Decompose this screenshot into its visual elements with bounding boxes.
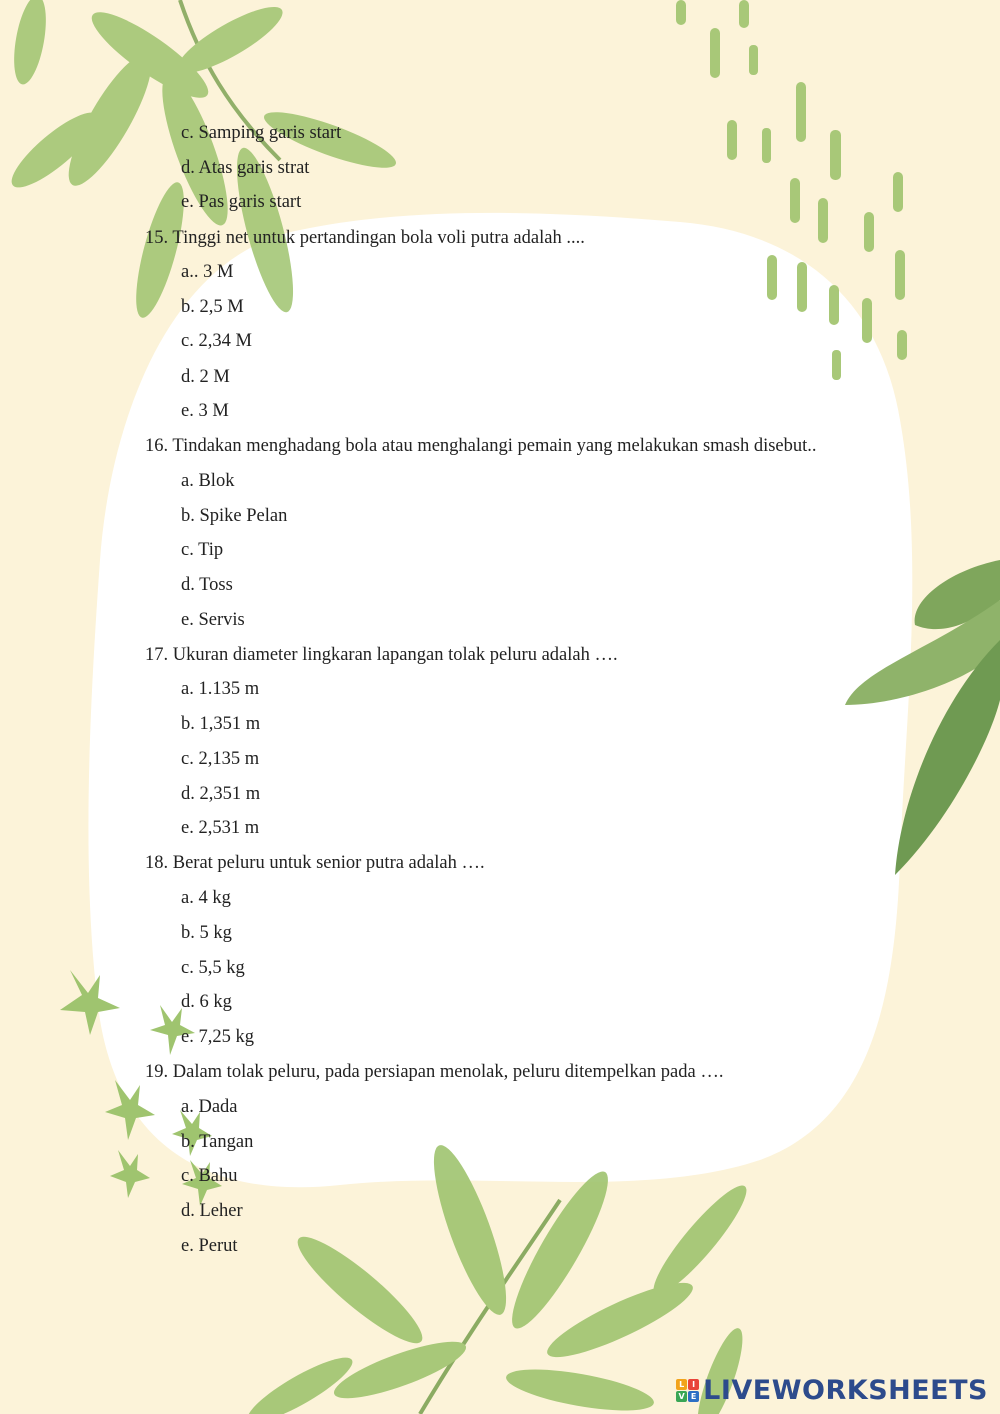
- q19-option-b[interactable]: b. Tangan: [181, 1132, 254, 1152]
- q16-option-e[interactable]: e. Servis: [181, 610, 245, 630]
- q15-option-b[interactable]: b. 2,5 M: [181, 297, 244, 317]
- q18-option-c[interactable]: c. 5,5 kg: [181, 958, 245, 978]
- prev-option-d: d. Atas garis strat: [181, 158, 310, 178]
- q18-option-d[interactable]: d. 6 kg: [181, 992, 232, 1012]
- question-19: 19. Dalam tolak peluru, pada persiapan menolak, peluru ditempelkan pada ….: [145, 1062, 724, 1082]
- question-17: 17. Ukuran diameter lingkaran lapangan tolak peluru adalah ….: [145, 645, 618, 665]
- q17-option-d[interactable]: d. 2,351 m: [181, 784, 261, 804]
- q19-option-c[interactable]: c. Bahu: [181, 1166, 238, 1186]
- liveworksheets-logo[interactable]: [676, 1374, 988, 1406]
- q17-option-c[interactable]: c. 2,135 m: [181, 749, 260, 769]
- q19-option-a[interactable]: a. Dada: [181, 1097, 238, 1117]
- q18-option-b[interactable]: b. 5 kg: [181, 923, 232, 943]
- q16-option-b[interactable]: b. Spike Pelan: [181, 506, 288, 526]
- q15-option-d[interactable]: d. 2 M: [181, 367, 230, 387]
- q18-option-a[interactable]: a. 4 kg: [181, 888, 231, 908]
- q15-option-c[interactable]: c. 2,34 M: [181, 331, 252, 351]
- q15-option-e[interactable]: e. 3 M: [181, 401, 229, 421]
- q17-option-a[interactable]: a. 1.135 m: [181, 679, 260, 699]
- q18-option-e[interactable]: e. 7,25 kg: [181, 1027, 254, 1047]
- prev-option-c: c. Samping garis start: [181, 123, 342, 143]
- q15-option-a[interactable]: a.. 3 M: [181, 262, 234, 282]
- question-15: 15. Tinggi net untuk pertandingan bola voli putra adalah ....: [145, 228, 585, 248]
- q16-option-c[interactable]: c. Tip: [181, 540, 224, 560]
- question-16: 16. Tindakan menghadang bola atau menghalangi pemain yang melakukan smash disebut..: [145, 436, 817, 456]
- q16-option-a[interactable]: a. Blok: [181, 471, 235, 491]
- logo-blocks-icon: L I V E: [676, 1379, 699, 1402]
- logo-text: LIVEWORKSHEETS: [703, 1374, 988, 1406]
- prev-option-e: e. Pas garis start: [181, 192, 302, 212]
- question-18: 18. Berat peluru untuk senior putra adalah ….: [145, 853, 485, 873]
- q16-option-d[interactable]: d. Toss: [181, 575, 233, 595]
- q19-option-e[interactable]: e. Perut: [181, 1236, 238, 1256]
- q17-option-b[interactable]: b. 1,351 m: [181, 714, 261, 734]
- q17-option-e[interactable]: e. 2,531 m: [181, 818, 260, 838]
- q19-option-d[interactable]: d. Leher: [181, 1201, 243, 1221]
